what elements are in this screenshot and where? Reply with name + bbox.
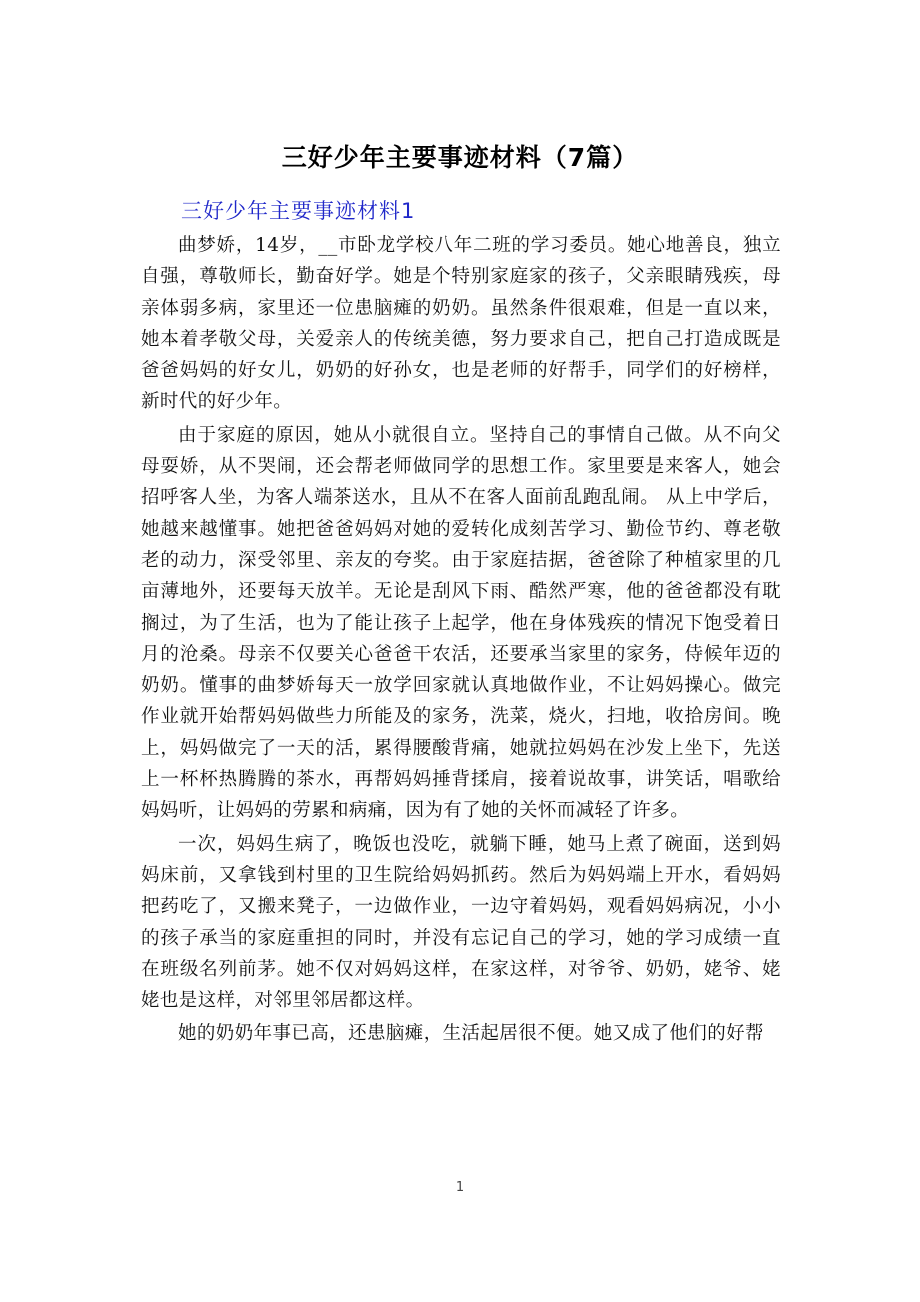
paragraph: 曲梦娇，14岁，__市卧龙学校八年二班的学习委员。她心地善良，独立自强，尊敬师长，勤奋好学。她是个特别家庭家的孩子，父亲眼睛残疾，母亲体弱多病，家里还一位患脑瘫的奶奶。虽然条件很艰难，但是一直以来，她本着孝敬父母，关爱亲人的传统美德，努力要求自己，把自己打造成既是爸爸妈妈的好女儿，奶奶的好孙女，也是老师的好帮手，同学们的好榜样，新时代的好少年。 — [141, 235, 781, 413]
paragraph: 由于家庭的原因，她从小就很自立。坚持自己的事情自己做。从不向父母耍娇，从不哭闹，还会帮老师做同学的思想工作。家里要是来客人，她会招呼客人坐，为客人端茶送水，且从不在客人面前乱跑乱闹。 从上中学后，她越来越懂事。她把爸爸妈妈对她的爱转化成刻苦学习、勤俭节约、尊老敬老的动力，深受邻里、亲友的夸奖。由于家庭拮据，爸爸除了种植家里的几亩薄地外，还要每天放羊。无论是刮风下雨、酷然严寒，他的爸爸都没有耽搁过，为了生活，也为了能让孩子上起学，他在身体残疾的情况下饱受着日月的沧桑。母亲不仅要关心爸爸干农活，还要承当家里的家务，侍候年迈的奶奶。懂事的曲梦娇每天一放学回家就认真地做作业，不让妈妈操心。做完作业就开始帮妈妈做些力所能及的家务，洗菜，烧火，扫地，收拾房间。晚上，妈妈做完了一天的活，累得腰酸背痛，她就拉妈妈在沙发上坐下，先送上一杯杯热腾腾的茶水，再帮妈妈捶背揉肩，接着说故事，讲笑话，唱歌给妈妈听，让妈妈的劳累和病痛，因为有了她的关怀而减轻了许多。 — [141, 424, 781, 822]
page-number: 1 — [455, 1180, 465, 1195]
paragraph: 一次，妈妈生病了，晚饭也没吃，就躺下睡，她马上煮了碗面，送到妈妈床前，又拿钱到村里的卫生院给妈妈抓药。然后为妈妈端上开水，看妈妈把药吃了，又搬来凳子，一边做作业，一边守着妈妈，观看妈妈病况，小小的孩子承当的家庭重担的同时，并没有忘记自己的学习，她的学习成绩一直在班级名列前茅。她不仅对妈妈这样，在家这样，对爷爷、奶奶，姥爷、姥姥也是这样，对邻里邻居都这样。 — [141, 833, 781, 1012]
section-heading: 三好少年主要事迹材料1 — [181, 199, 416, 223]
paragraph: 她的奶奶年事已高，还患脑瘫，生活起居很不便。她又成了他们的好帮 — [178, 1023, 764, 1045]
document-title: 三好少年主要事迹材料（7篇） — [281, 143, 639, 172]
body-text — [141, 230, 781, 1052]
